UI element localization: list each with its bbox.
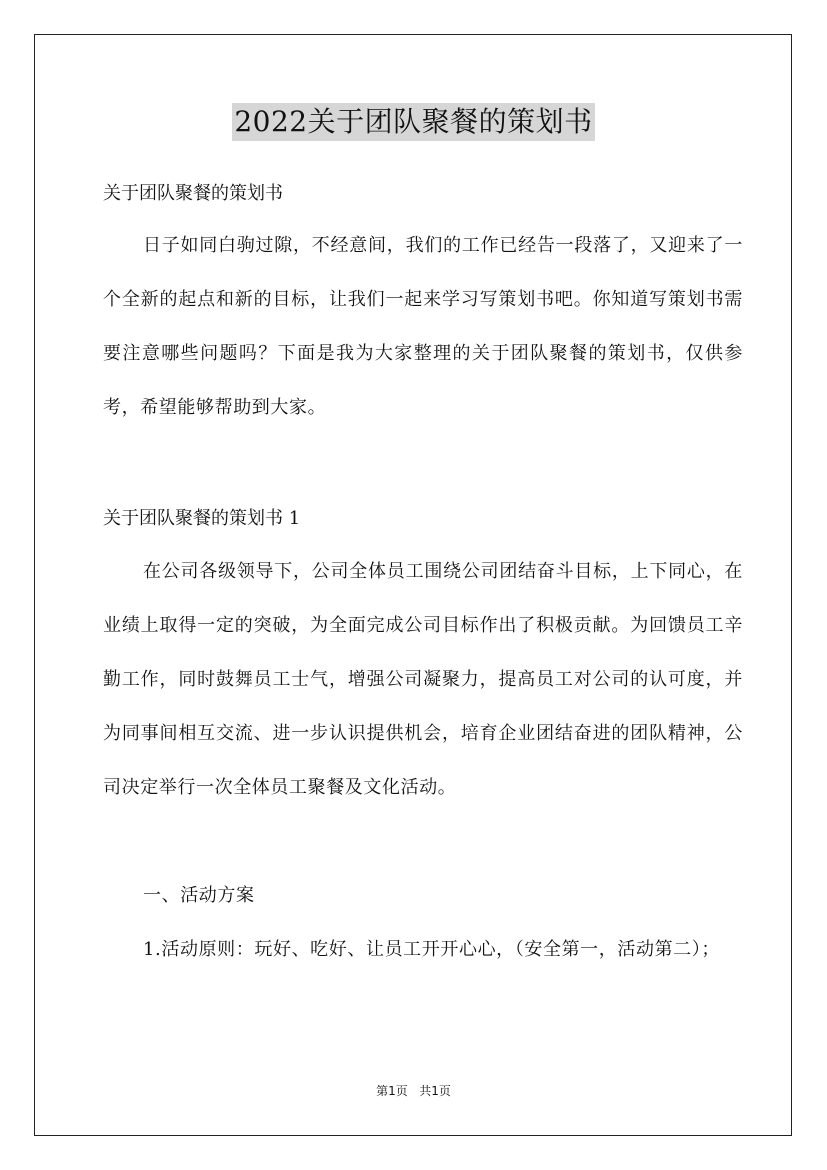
intro-paragraph: 日子如同白驹过隙，不经意间，我们的工作已经告一段落了，又迎来了一个全新的起点和新的目标，让我们一起来学习写策划书吧。你知道写策划书需要注意哪些问题吗？下面是我为大家整理的关于团队聚餐的策划书，仅供参考，希望能够帮助到大家。 bbox=[103, 235, 743, 418]
page-footer bbox=[0, 1083, 827, 1099]
section-1-heading: 关于团队聚餐的策划书 1 bbox=[103, 508, 301, 529]
activity-plan-heading: 一、活动方案 bbox=[143, 885, 255, 906]
page-number: 第1页 bbox=[376, 1084, 408, 1098]
activity-principle-item: 1.活动原则：玩好、吃好、让员工开开心心，（安全第一，活动第二）； bbox=[143, 939, 720, 960]
page-total: 共1页 bbox=[419, 1084, 451, 1098]
section-1-body: 在公司各级领导下，公司全体员工围绕公司团结奋斗目标，上下同心，在业绩上取得一定的突破，为全面完成公司目标作出了积极贡献。为回馈员工辛勤工作，同时鼓舞员工士气，增强公司凝聚力，提高员工对公司的认可度，并为同事间相互交流、进一步认识提供机会，培育企业团结奋进的团队精神，公司决定举行一次全体员工聚餐及文化活动。 bbox=[103, 561, 743, 798]
document-title: 2022关于团队聚餐的策划书 bbox=[232, 103, 594, 141]
document-subtitle: 关于团队聚餐的策划书 bbox=[103, 183, 283, 204]
title-container bbox=[0, 103, 827, 141]
